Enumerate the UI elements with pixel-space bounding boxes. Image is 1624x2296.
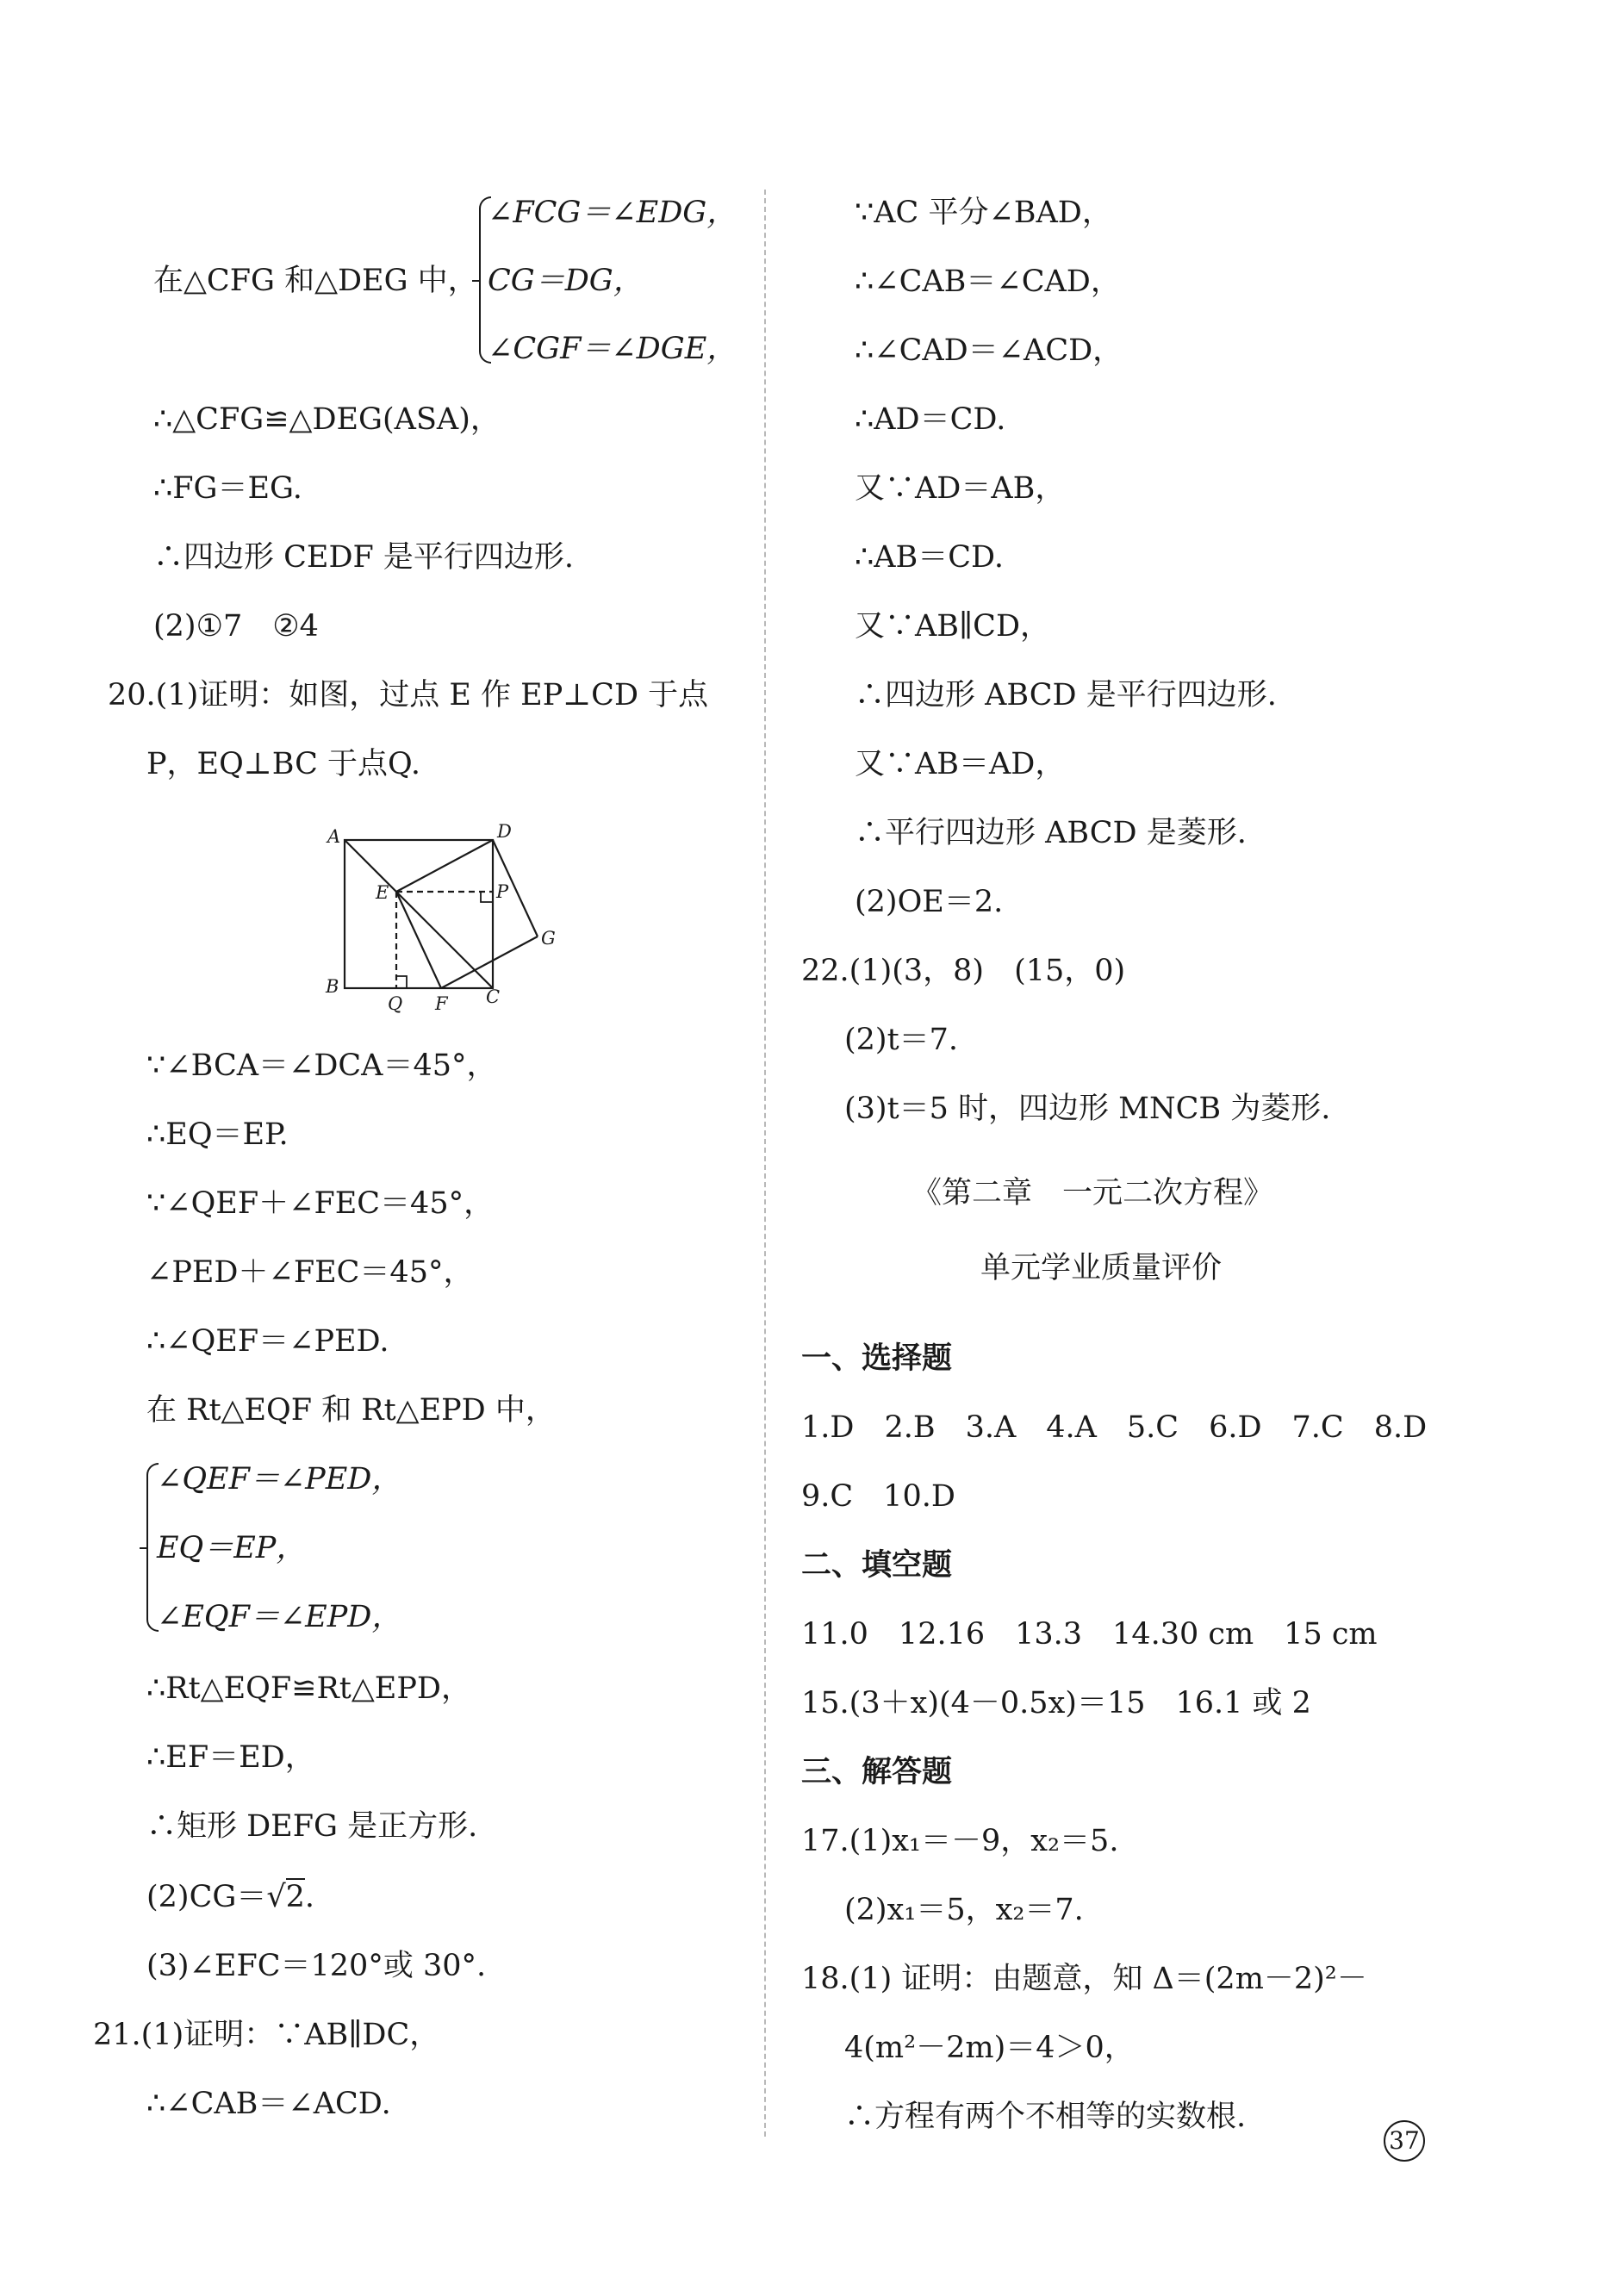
- question-18-line3: ∴方程有两个不相等的实数根.: [844, 2100, 1247, 2134]
- question-17-line2: (2)x₁＝5，x₂＝7.: [844, 1893, 1084, 1927]
- text-line: (2)①7 ②4: [153, 609, 319, 644]
- sys2-line1: ∠QEF＝∠PED，: [157, 1462, 402, 1496]
- sqrt-symbol: √: [266, 1880, 286, 1914]
- text-line: ∴△CFG≌△DEG(ASA)，: [153, 402, 501, 437]
- section-heading-solve: 三、解答题: [801, 1755, 953, 1789]
- text-line: ∵∠QEF＋∠FEC＝45°，: [146, 1186, 495, 1221]
- column-divider: [764, 190, 766, 2137]
- text-line: ∴FG＝EG.: [153, 471, 302, 506]
- text-line: (2)OE＝2.: [855, 885, 1004, 919]
- text-line: ∴矩形 DEFG 是正方形.: [146, 1809, 478, 1844]
- question-20-line2: P，EQ⊥BC 于点Q.: [146, 747, 421, 781]
- question-17-line1: 17.(1)x₁＝－9，x₂＝5.: [801, 1824, 1119, 1858]
- question-20-line1: 20.(1)证明：如图，过点 E 作 EP⊥CD 于点: [108, 678, 709, 712]
- text-line: ∴∠CAD＝∠ACD，: [855, 333, 1123, 368]
- chapter-title: 《第二章 一元二次方程》: [912, 1176, 1274, 1210]
- segment-ed: [396, 840, 493, 892]
- text-line: 在 Rt△EQF 和 Rt△EPD 中，: [146, 1393, 556, 1428]
- text-line: ∴四边形 CEDF 是平行四边形.: [153, 540, 575, 575]
- label-b: B: [326, 976, 339, 997]
- right-angle-p: [481, 892, 493, 902]
- answers-fill-1: 11.0 12.16 13.3 14.30 cm 15 cm: [801, 1617, 1378, 1652]
- answers-choice-2: 9.C 10.D: [801, 1479, 955, 1514]
- text-line: (2)t＝7.: [844, 1023, 959, 1057]
- sys1-line3: ∠CGF＝∠DGE，: [488, 332, 737, 366]
- text-line: ∵∠BCA＝∠DCA＝45°，: [146, 1048, 497, 1083]
- text-line: ∴EQ＝EP.: [146, 1117, 289, 1152]
- text-line: ∠PED＋∠FEC＝45°，: [146, 1255, 474, 1290]
- geometry-figure: [319, 818, 577, 1017]
- text-line: ∴Rt△EQF≌Rt△EPD，: [146, 1671, 471, 1706]
- text-line: ∴∠QEF＝∠PED.: [146, 1324, 389, 1359]
- label-f: F: [435, 993, 448, 1014]
- section-subtitle: 单元学业质量评价: [980, 1251, 1223, 1285]
- label-c: C: [486, 986, 501, 1007]
- label-a: A: [327, 826, 341, 847]
- right-angle-q: [396, 976, 407, 988]
- text-line: ∴AD＝CD.: [855, 402, 1006, 437]
- question-22-line1: 22.(1)(3，8) (15，0): [801, 954, 1126, 988]
- text-line: ∴∠CAB＝∠CAD，: [855, 264, 1121, 299]
- text-line: 又∵AB∥CD，: [855, 609, 1051, 644]
- question-18-line1: 18.(1) 证明：由题意，知 Δ＝(2m－2)²－: [801, 1962, 1367, 1996]
- text-line: (3)t＝5 时，四边形 MNCB 为菱形.: [844, 1092, 1331, 1126]
- label-q: Q: [388, 993, 403, 1014]
- text-line: ∴EF＝ED，: [146, 1740, 315, 1775]
- label-g: G: [541, 928, 556, 949]
- section-heading-choice: 一、选择题: [801, 1341, 953, 1376]
- text-line: ∵AC 平分∠BAD，: [855, 196, 1112, 230]
- sys2-line3: ∠EQF＝∠EPD，: [157, 1600, 402, 1634]
- segment-fg: [441, 936, 538, 988]
- label-d: D: [497, 821, 512, 842]
- sys2-line2: EQ＝EP，: [157, 1531, 307, 1565]
- segment-ef: [396, 892, 441, 988]
- text-line: 又∵AB＝AD，: [855, 747, 1066, 781]
- page-number: 37: [1384, 2120, 1425, 2162]
- sys1-line2: CG＝DG，: [488, 264, 644, 298]
- answers-choice-1: 1.D 2.B 3.A 4.A 5.C 6.D 7.C 8.D: [801, 1410, 1428, 1445]
- question-18-line2: 4(m²－2m)＝4＞0，: [844, 2031, 1135, 2065]
- text-line-sqrt: (2)CG＝√2.: [146, 1880, 315, 1914]
- system-prefix: 在△CFG 和△DEG 中，: [153, 264, 478, 298]
- text-line: ∴平行四边形 ABCD 是菱形.: [855, 816, 1247, 850]
- sys1-line1: ∠FCG＝∠EDG，: [488, 196, 737, 230]
- label-p: P: [496, 881, 509, 902]
- text-line: ∴∠CAB＝∠ACD.: [146, 2087, 391, 2121]
- answers-fill-2: 15.(3＋x)(4－0.5x)＝15 16.1 或 2: [801, 1686, 1311, 1720]
- text-line: ∴四边形 ABCD 是平行四边形.: [855, 678, 1277, 712]
- text-line: ∴AB＝CD.: [855, 540, 1004, 575]
- diagonal-ac: [345, 840, 493, 988]
- label-e: E: [376, 882, 389, 903]
- text-line: (3)∠EFC＝120°或 30°.: [146, 1949, 487, 1983]
- section-heading-fill: 二、填空题: [801, 1548, 953, 1583]
- question-21-line1: 21.(1)证明：∵AB∥DC，: [93, 2018, 440, 2052]
- text-line: 又∵AD＝AB，: [855, 471, 1066, 506]
